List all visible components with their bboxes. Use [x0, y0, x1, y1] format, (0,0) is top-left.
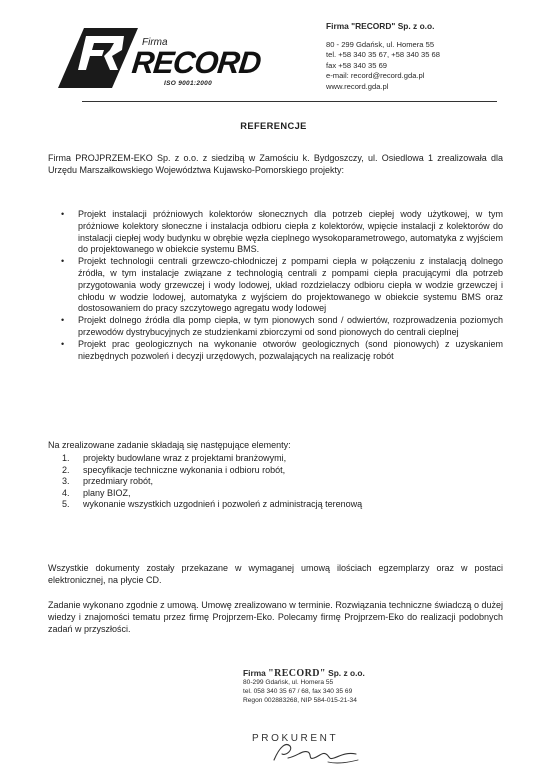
- company-website[interactable]: www.record.gda.pl: [326, 81, 389, 91]
- stamp-ids: Regon 002883268, NIP 584-015-21-34: [243, 697, 357, 704]
- project-text: Projekt instalacji próżniowych kolektorów słonecznych dla potrzeb ciepłej wody użytkowej, w tym próżniowe kolektory słoneczne i instalacja odbioru ciepła z kolektorów, wpięcie instalacji z kolektorów do instalacji ciepłej wody budynku w obrębie węzła cieplnego wysokoparametrowego, automatyka z wyjściem do projektowanego w obiekcie systemu BMS.: [78, 209, 503, 255]
- intro-paragraph: Firma PROJPRZEM-EKO Sp. z o.o. z siedzibą w Zamościu k. Bydgoszczy, ul. Osiedlowa 1 zrealizowała dla Urzędu Marszałkowskiego Województwa Kujawsko-Pomorskiego projekty:: [48, 153, 503, 175]
- company-fax: fax +58 340 35 69: [326, 60, 388, 70]
- stamp-firm-suffix: Sp. z o.o.: [325, 668, 365, 678]
- project-text: Projekt technologii centrali grzewczo-chłodniczej z pompami ciepła w połączeniu z instalacją dolnego źródła, w tym instalacje związane z technologią centrali z pompami ciepła pracującymi dla potrzeb przygotowania wody grzewczej i wody lodowej, układ rozdzielaczy odbioru ciepła w wodzie grzewczej i chłodu w wodzie lodowej, automatyka z wyjściem do projektowanego w obiekcie systemu BMS oraz dostosowaniem do pracy szczytowego agregatu wody lodowej: [78, 256, 503, 314]
- element-number: 4.: [62, 487, 70, 498]
- project-text: Projekt prac geologicznych na wykonanie otworów geologicznych (sond pionowych) z uzyskaniem niezbędnych pozwoleń i decyzji urzędowych, pozwalających na realizację robót: [78, 338, 503, 361]
- company-phone: tel. +58 340 35 67, +58 340 35 68: [326, 50, 441, 59]
- element-item: [48, 488, 503, 500]
- stamp-firm-name: "RECORD": [268, 668, 326, 679]
- company-address: 80 - 299 Gdańsk, ul. Homera 55: [326, 39, 435, 49]
- element-text: specyfikacje techniczne wykonania i odbioru robót,: [83, 464, 286, 475]
- prokurent-label: PROKURENT: [252, 733, 339, 744]
- element-text: przedmiary robót,: [83, 476, 154, 487]
- elements-list: [48, 453, 503, 511]
- elements-heading: Na zrealizowane zadanie składają się następujące elementy:: [48, 440, 291, 450]
- element-item: [48, 499, 503, 511]
- project-text: Projekt dolnego źródła dla pomp ciepła, w tym pionowych sond / odwiertów, rozprowadzenia poziomych przewodów dystrybucyjnych ze studzienkami zbiorczymi od sond pionowych do centrali cieplnej: [78, 315, 503, 337]
- project-item: [48, 256, 503, 315]
- element-item: [48, 476, 503, 488]
- bullet-icon: •: [61, 338, 65, 349]
- projects-list: [48, 209, 503, 362]
- closing-paragraph: Zadanie wykonano zgodnie z umową. Umowę zrealizowano w terminie. Rozwiązania techniczne świadczą o dużej wiedzy i znajomości tematu przez firmę Projprzem-Eko. Polecamy firmę Projprzem-Eko do realizacji podobnych zadań w przyszłości.: [48, 600, 503, 634]
- company-stamp: [243, 669, 365, 705]
- bullet-icon: •: [61, 315, 65, 326]
- documents-paragraph: Wszystkie dokumenty zostały przekazane w wymaganej umową ilościach egzemplarzy oraz w postaci elektronicznej, na płycie CD.: [48, 563, 503, 585]
- stamp-address: 80-299 Gdańsk, ul. Homera 55: [243, 679, 334, 686]
- element-number: 5.: [62, 499, 70, 510]
- project-item: [48, 339, 503, 363]
- record-logo: [42, 20, 263, 98]
- element-item: [48, 465, 503, 477]
- handwritten-signature: [268, 738, 363, 766]
- company-name: Firma "RECORD" Sp. z o.o.: [326, 21, 435, 31]
- company-info: [326, 21, 440, 92]
- document-title: REFERENCJE: [240, 121, 307, 131]
- bullet-icon: •: [61, 209, 65, 219]
- logo-iso-text: ISO 9001:2000: [164, 80, 212, 87]
- logo-record-text: RECORD: [130, 45, 263, 80]
- header-divider: [82, 101, 497, 102]
- project-item: [48, 209, 503, 256]
- element-text: wykonanie wszystkich uzgodnień i pozwoleń z administracją terenową: [83, 499, 363, 510]
- element-number: 2.: [62, 464, 70, 475]
- logo-firma-text: Firma: [142, 37, 168, 48]
- record-logo-mark-icon: [48, 26, 140, 90]
- element-number: 3.: [62, 476, 70, 487]
- element-text: plany BIOZ,: [83, 487, 131, 498]
- stamp-firm-line: [243, 669, 365, 678]
- stamp-firm-prefix: Firma: [243, 668, 269, 678]
- stamp-phones: tel. 058 340 35 67 / 68, fax 340 35 69: [243, 688, 353, 695]
- project-item: [48, 315, 503, 339]
- company-email[interactable]: e-mail: record@record.gda.pl: [326, 71, 425, 80]
- element-item: [48, 453, 503, 465]
- element-number: 1.: [62, 453, 70, 463]
- element-text: projekty budowlane wraz z projektami branżowymi,: [83, 453, 287, 463]
- bullet-icon: •: [61, 256, 65, 267]
